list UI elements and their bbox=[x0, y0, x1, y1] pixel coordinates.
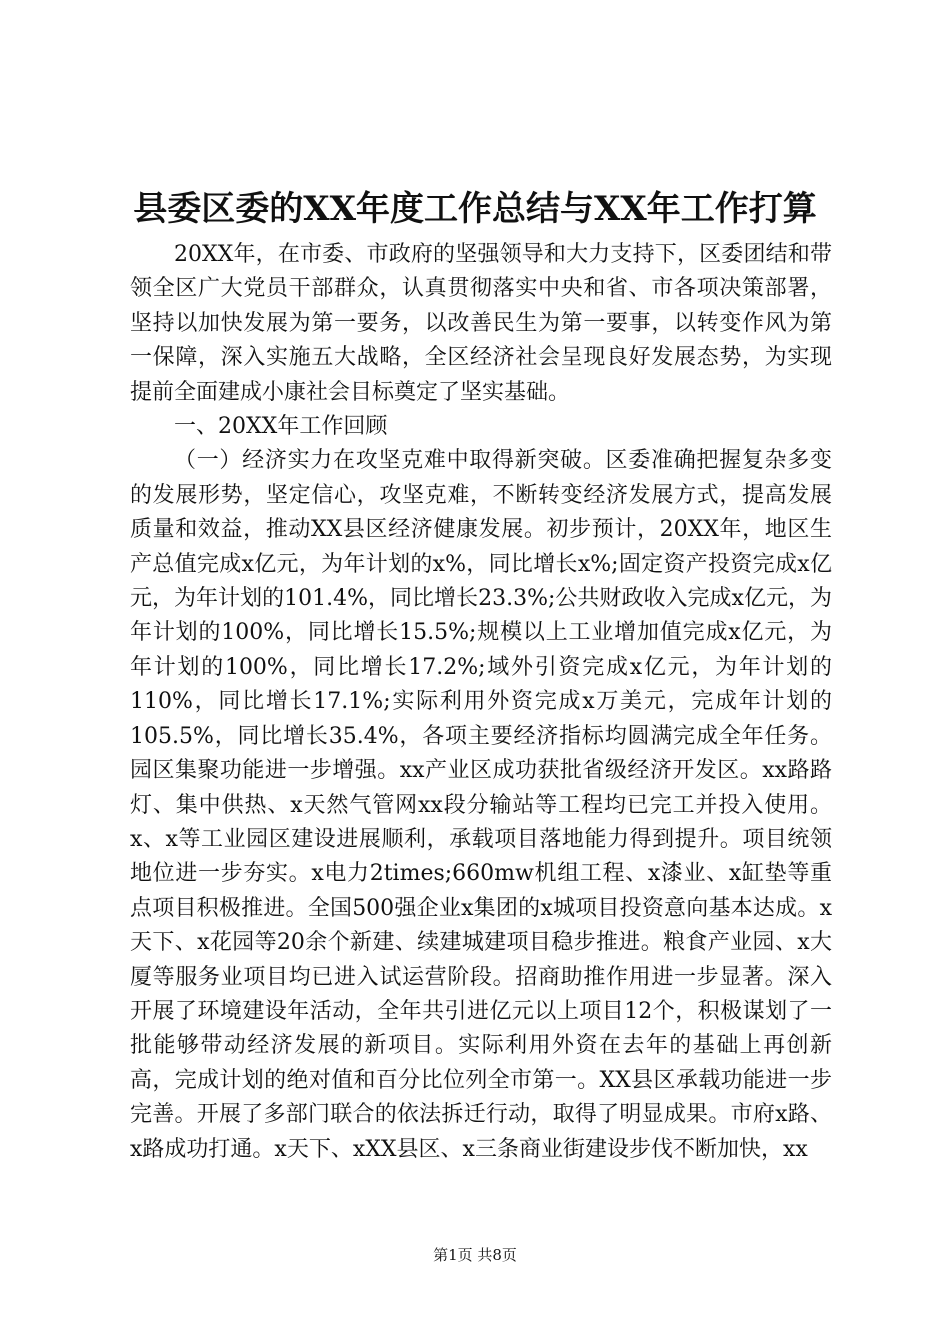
document-title: 县委区委的XX年度工作总结与XX年工作打算 bbox=[133, 189, 817, 229]
section-heading: 一、20XX年工作回顾 bbox=[174, 414, 388, 440]
paragraph-economy: （一）经济实力在攻坚克难中取得新突破。区委准确把握复杂多变的发展形势，坚定信心，攻坚克难，不断转变经济发展方式，提高发展质量和效益，推动XX县区经济健康发展。初步预计，20XX年，地区生产总值完成x亿元，为年计划的x%，同比增长x%;固定资产投资完成x亿元，为年计划的101.4%，同比增长23.3%;公共财政收入完成x亿元，为年计划的100%，同比增长15.5%;规模以上工业增加值完成x亿元，为年计划的100%，同比增长17.2%;域外引资完成x亿元，为年计划的110%，同比增长17.1%;实际利用外资完成x万美元，完成年计划的105.5%，同比增长35.4%，各项主要经济指标均圆满完成全年任务。园区集聚功能进一步增强。xx产业区成功获批省级经济开发区。xx路路灯、集中供热、x天然气管网xx段分输站等工程均已完工并投入使用。x、x等工业园区建设进展顺利，承载项目落地能力得到提升。项目统领地位进一步夯实。x电力2times;660mw机组工程、x漆业、x缸垫等重点项目积极推进。全国500强企业x集团的x城项目投资意向基本达成。x天下、x花园等20余个新建、续建城建项目稳步推进。粮食产业园、x大厦等服务业项目均已进入试运营阶段。招商助推作用进一步显著。深入开展了环境建设年活动，全年共引进亿元以上项目12个，积极谋划了一批能够带动经济发展的新项目。实际利用外资在去年的基础上再创新高，完成计划的绝对值和百分比位列全市第一。XX县区承载功能进一步完善。开展了多部门联合的依法拆迁行动，取得了明显成果。市府x路、x路成功打通。x天下、xXX县区、x三条商业街建设步伐不断加快，xx bbox=[130, 448, 832, 1162]
paragraph-intro: 20XX年，在市委、市政府的坚强领导和大力支持下，区委团结和带领全区广大党员干部群众，认真贯彻落实中央和省、市各项决策部署，坚持以加快发展为第一要务，以改善民生为第一要事，以转变作风为第一保障，深入实施五大战略，全区经济社会呈现良好发展态势，为实现提前全面建成小康社会目标奠定了坚实基础。 bbox=[130, 242, 832, 405]
page-footer: 第1页 共8页 bbox=[433, 1246, 517, 1264]
document-body bbox=[130, 238, 832, 1167]
